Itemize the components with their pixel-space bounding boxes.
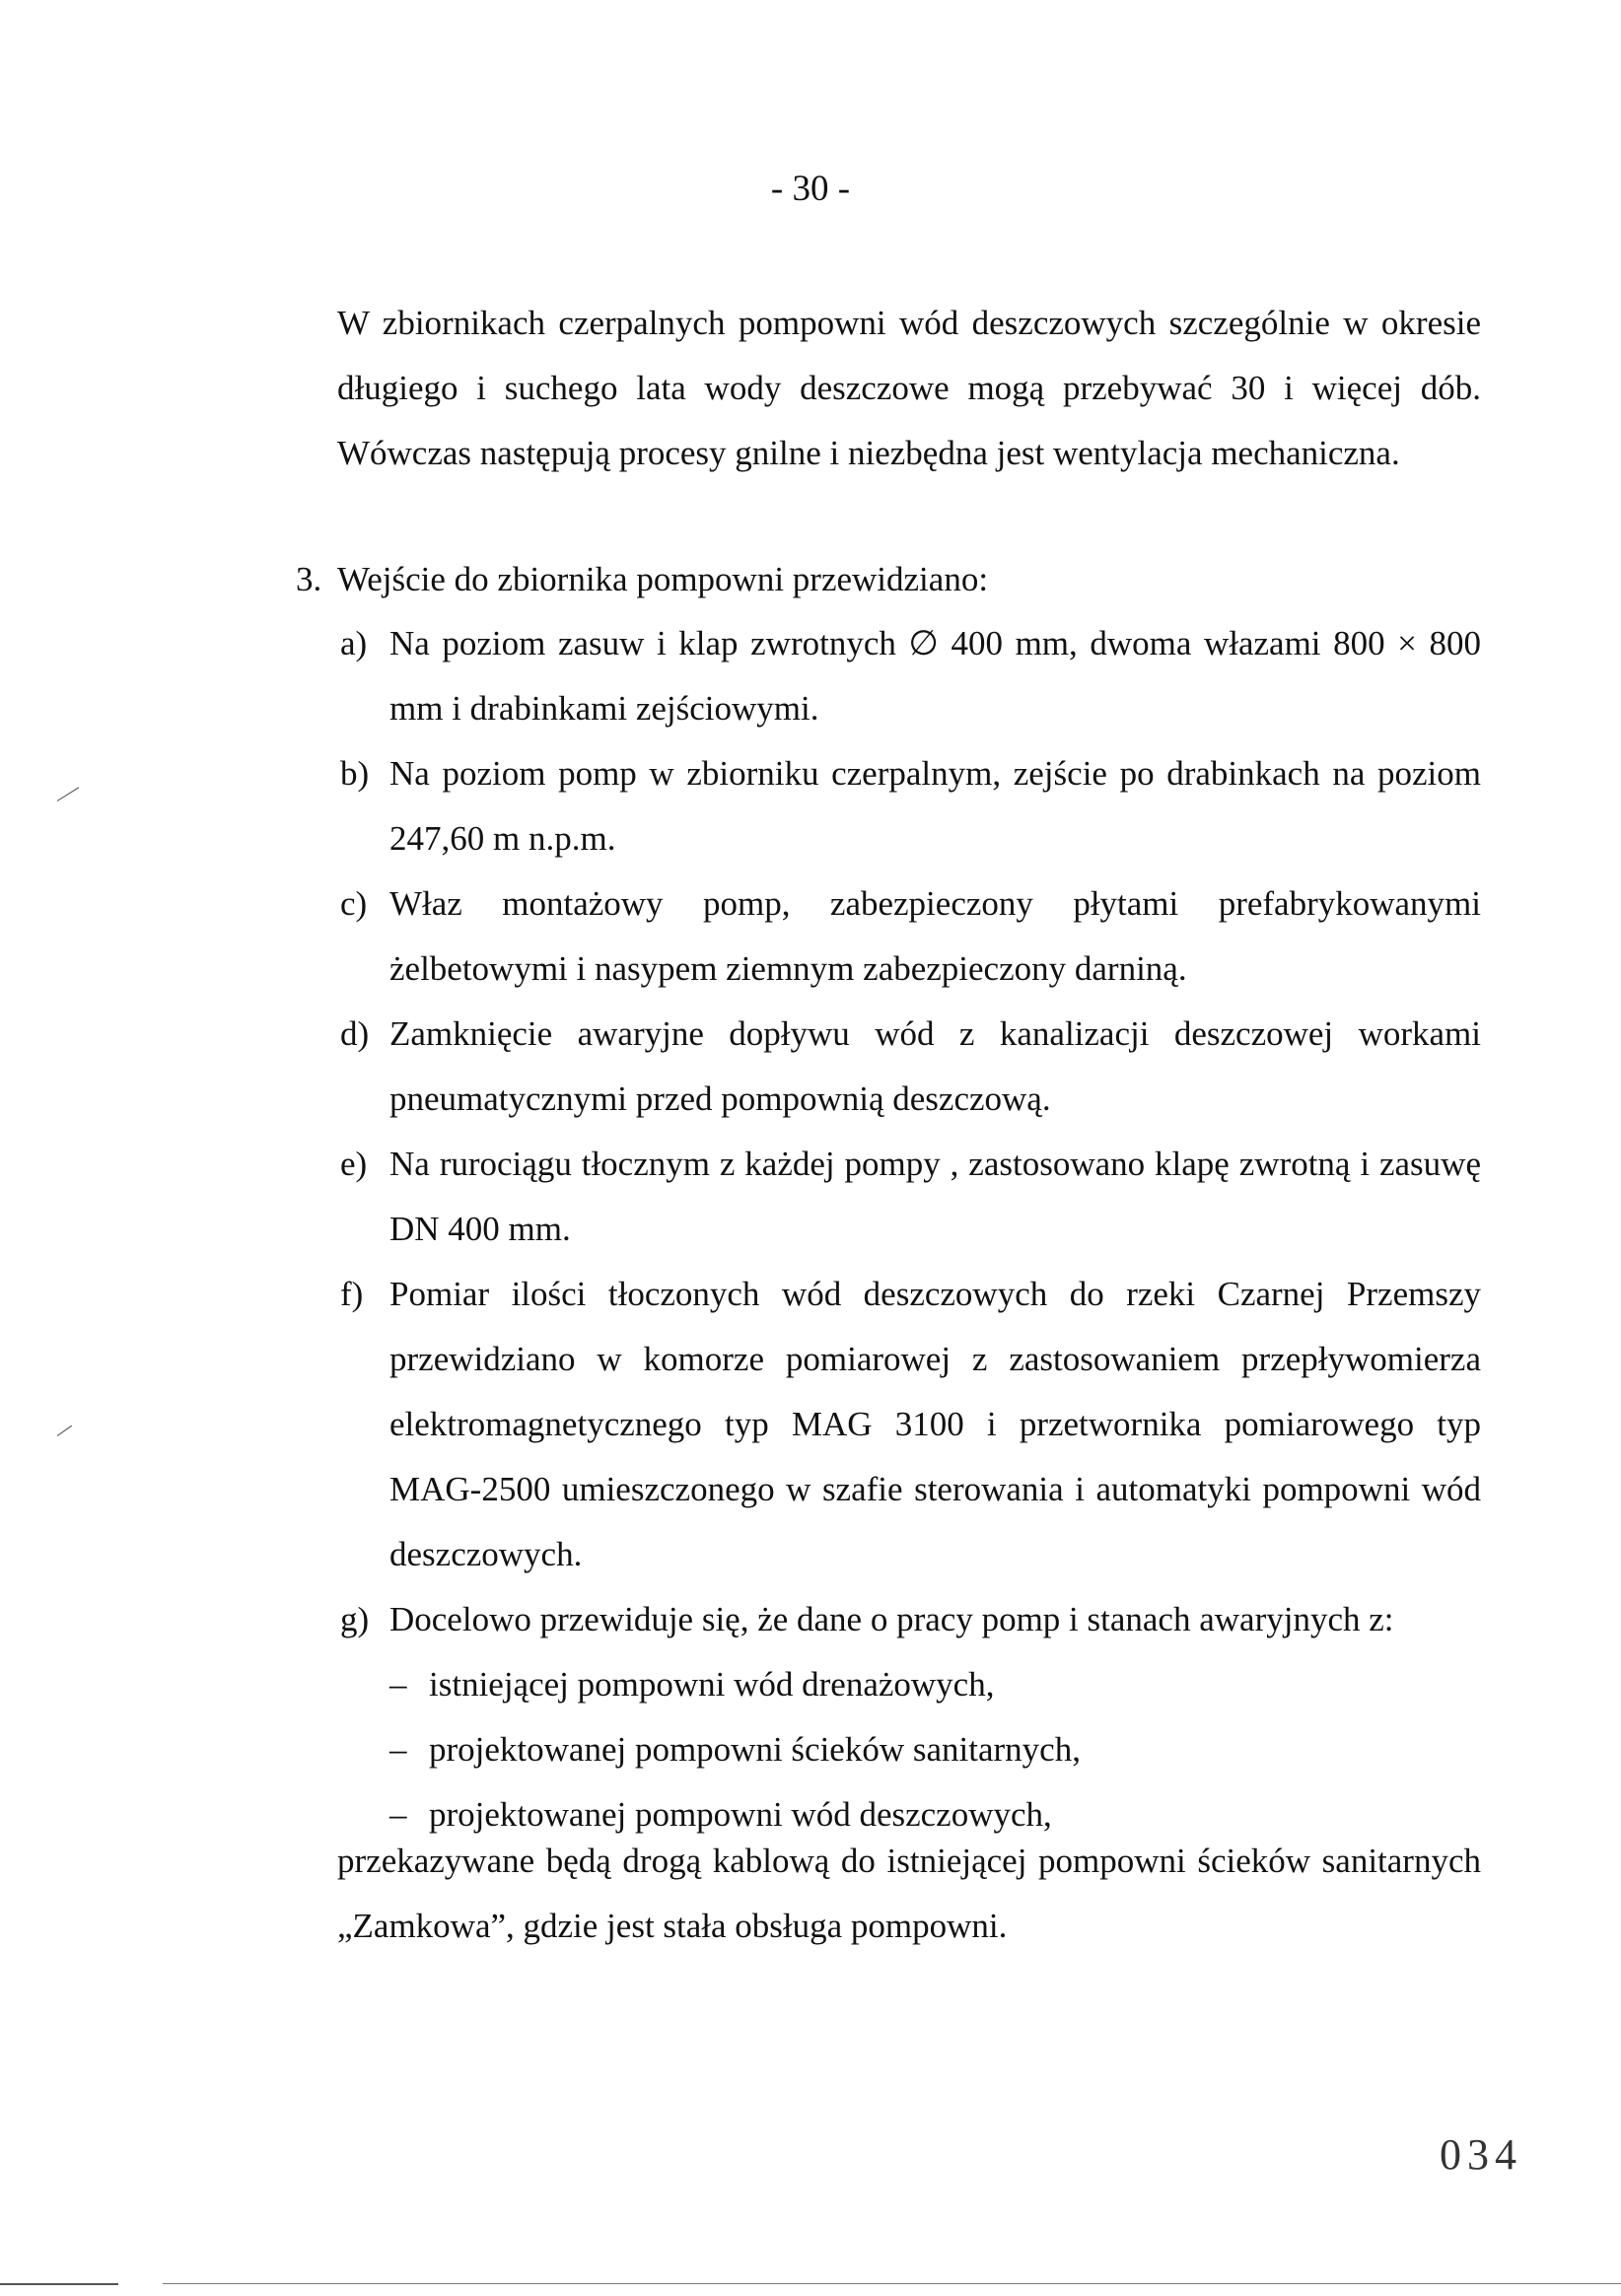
sub-list — [340, 611, 1481, 1847]
section-number: 3. — [296, 560, 322, 598]
list-item — [340, 741, 1481, 871]
closing-paragraph: przekazywane będą drogą kablową do istniejącej pompowni ścieków sanitarnych „Zamkowa”, gdzie jest stała obsługa pompowni. — [337, 1842, 1481, 1945]
section-heading — [296, 547, 988, 612]
dash-text: projektowanej pompowni wód deszczowych, — [429, 1795, 1052, 1834]
dash-text: istniejącej pompowni wód drenażowych, — [429, 1665, 995, 1704]
item-letter: e) — [340, 1145, 368, 1183]
list-item — [340, 611, 1481, 741]
dash-text: projektowanej pompowni ścieków sanitarnych, — [429, 1730, 1081, 1769]
item-text: Pomiar ilości tłoczonych wód deszczowych do rzeki Czarnej Przemszy przewidziano w komorze pomiarowej z zastosowaniem przepływomierza elektromagnetycznego typ MAG 3100 i przetwornika pomiarowego typ MAG-2500 umieszczonego w szafie sterowania i automatyki pompowni wód deszczowych. — [389, 1275, 1481, 1573]
dash-marker: – — [389, 1795, 407, 1834]
dash-marker: – — [389, 1665, 407, 1704]
item-text: Zamknięcie awaryjne dopływu wód z kanalizacji deszczowej workami pneumatycznymi przed pompownią deszczową. — [389, 1014, 1481, 1118]
list-item — [340, 871, 1481, 1002]
section-title: Wejście do zbiornika pompowni przewidziano: — [337, 560, 989, 598]
page-number: - 30 - — [770, 169, 851, 209]
item-text: Właz montażowy pomp, zabezpieczony płytami prefabrykowanymi żelbetowymi i nasypem ziemnym zabezpieczony darniną. — [389, 884, 1481, 988]
item-text: Docelowo przewiduje się, że dane o pracy pomp i stanach awaryjnych z: — [389, 1600, 1394, 1638]
item-letter: b) — [340, 754, 370, 793]
item-letter: f) — [340, 1275, 364, 1313]
item-letter: g) — [340, 1600, 370, 1638]
item-text: Na poziom pomp w zbiorniku czerpalnym, zejście po drabinkach na poziom 247,60 m n.p.m. — [389, 754, 1481, 858]
dash-marker: – — [389, 1730, 407, 1769]
list-item — [340, 1132, 1481, 1262]
bottom-scan-line — [0, 2283, 118, 2285]
item-text: Na poziom zasuw i klap zwrotnych ∅ 400 mm, dwoma włazami 800 × 800 mm i drabinkami zejściowymi. — [389, 624, 1481, 728]
archive-stamp: 034 — [1440, 2130, 1522, 2179]
dash-item — [389, 1717, 1481, 1782]
dash-list — [389, 1652, 1481, 1847]
dash-item — [389, 1652, 1481, 1717]
item-letter: a) — [340, 624, 368, 662]
list-item — [340, 1002, 1481, 1132]
list-item — [340, 1262, 1481, 1587]
item-letter: c) — [340, 884, 368, 923]
item-text: Na rurociągu tłocznym z każdej pompy , zastosowano klapę zwrotną i zasuwę DN 400 mm. — [389, 1145, 1481, 1248]
intro-paragraph: W zbiornikach czerpalnych pompowni wód deszczowych szczególnie w okresie długiego i suchego lata wody deszczowe mogą przebywać 30 i więcej dób. Wówczas następują procesy gnilne i niezbędna jest wentylacja mechaniczna. — [337, 304, 1481, 472]
scan-edge-mark — [57, 1426, 72, 1436]
bottom-scan-line — [163, 2283, 1621, 2284]
item-letter: d) — [340, 1014, 370, 1053]
scan-edge-mark — [57, 787, 80, 801]
list-item — [340, 1587, 1481, 1847]
